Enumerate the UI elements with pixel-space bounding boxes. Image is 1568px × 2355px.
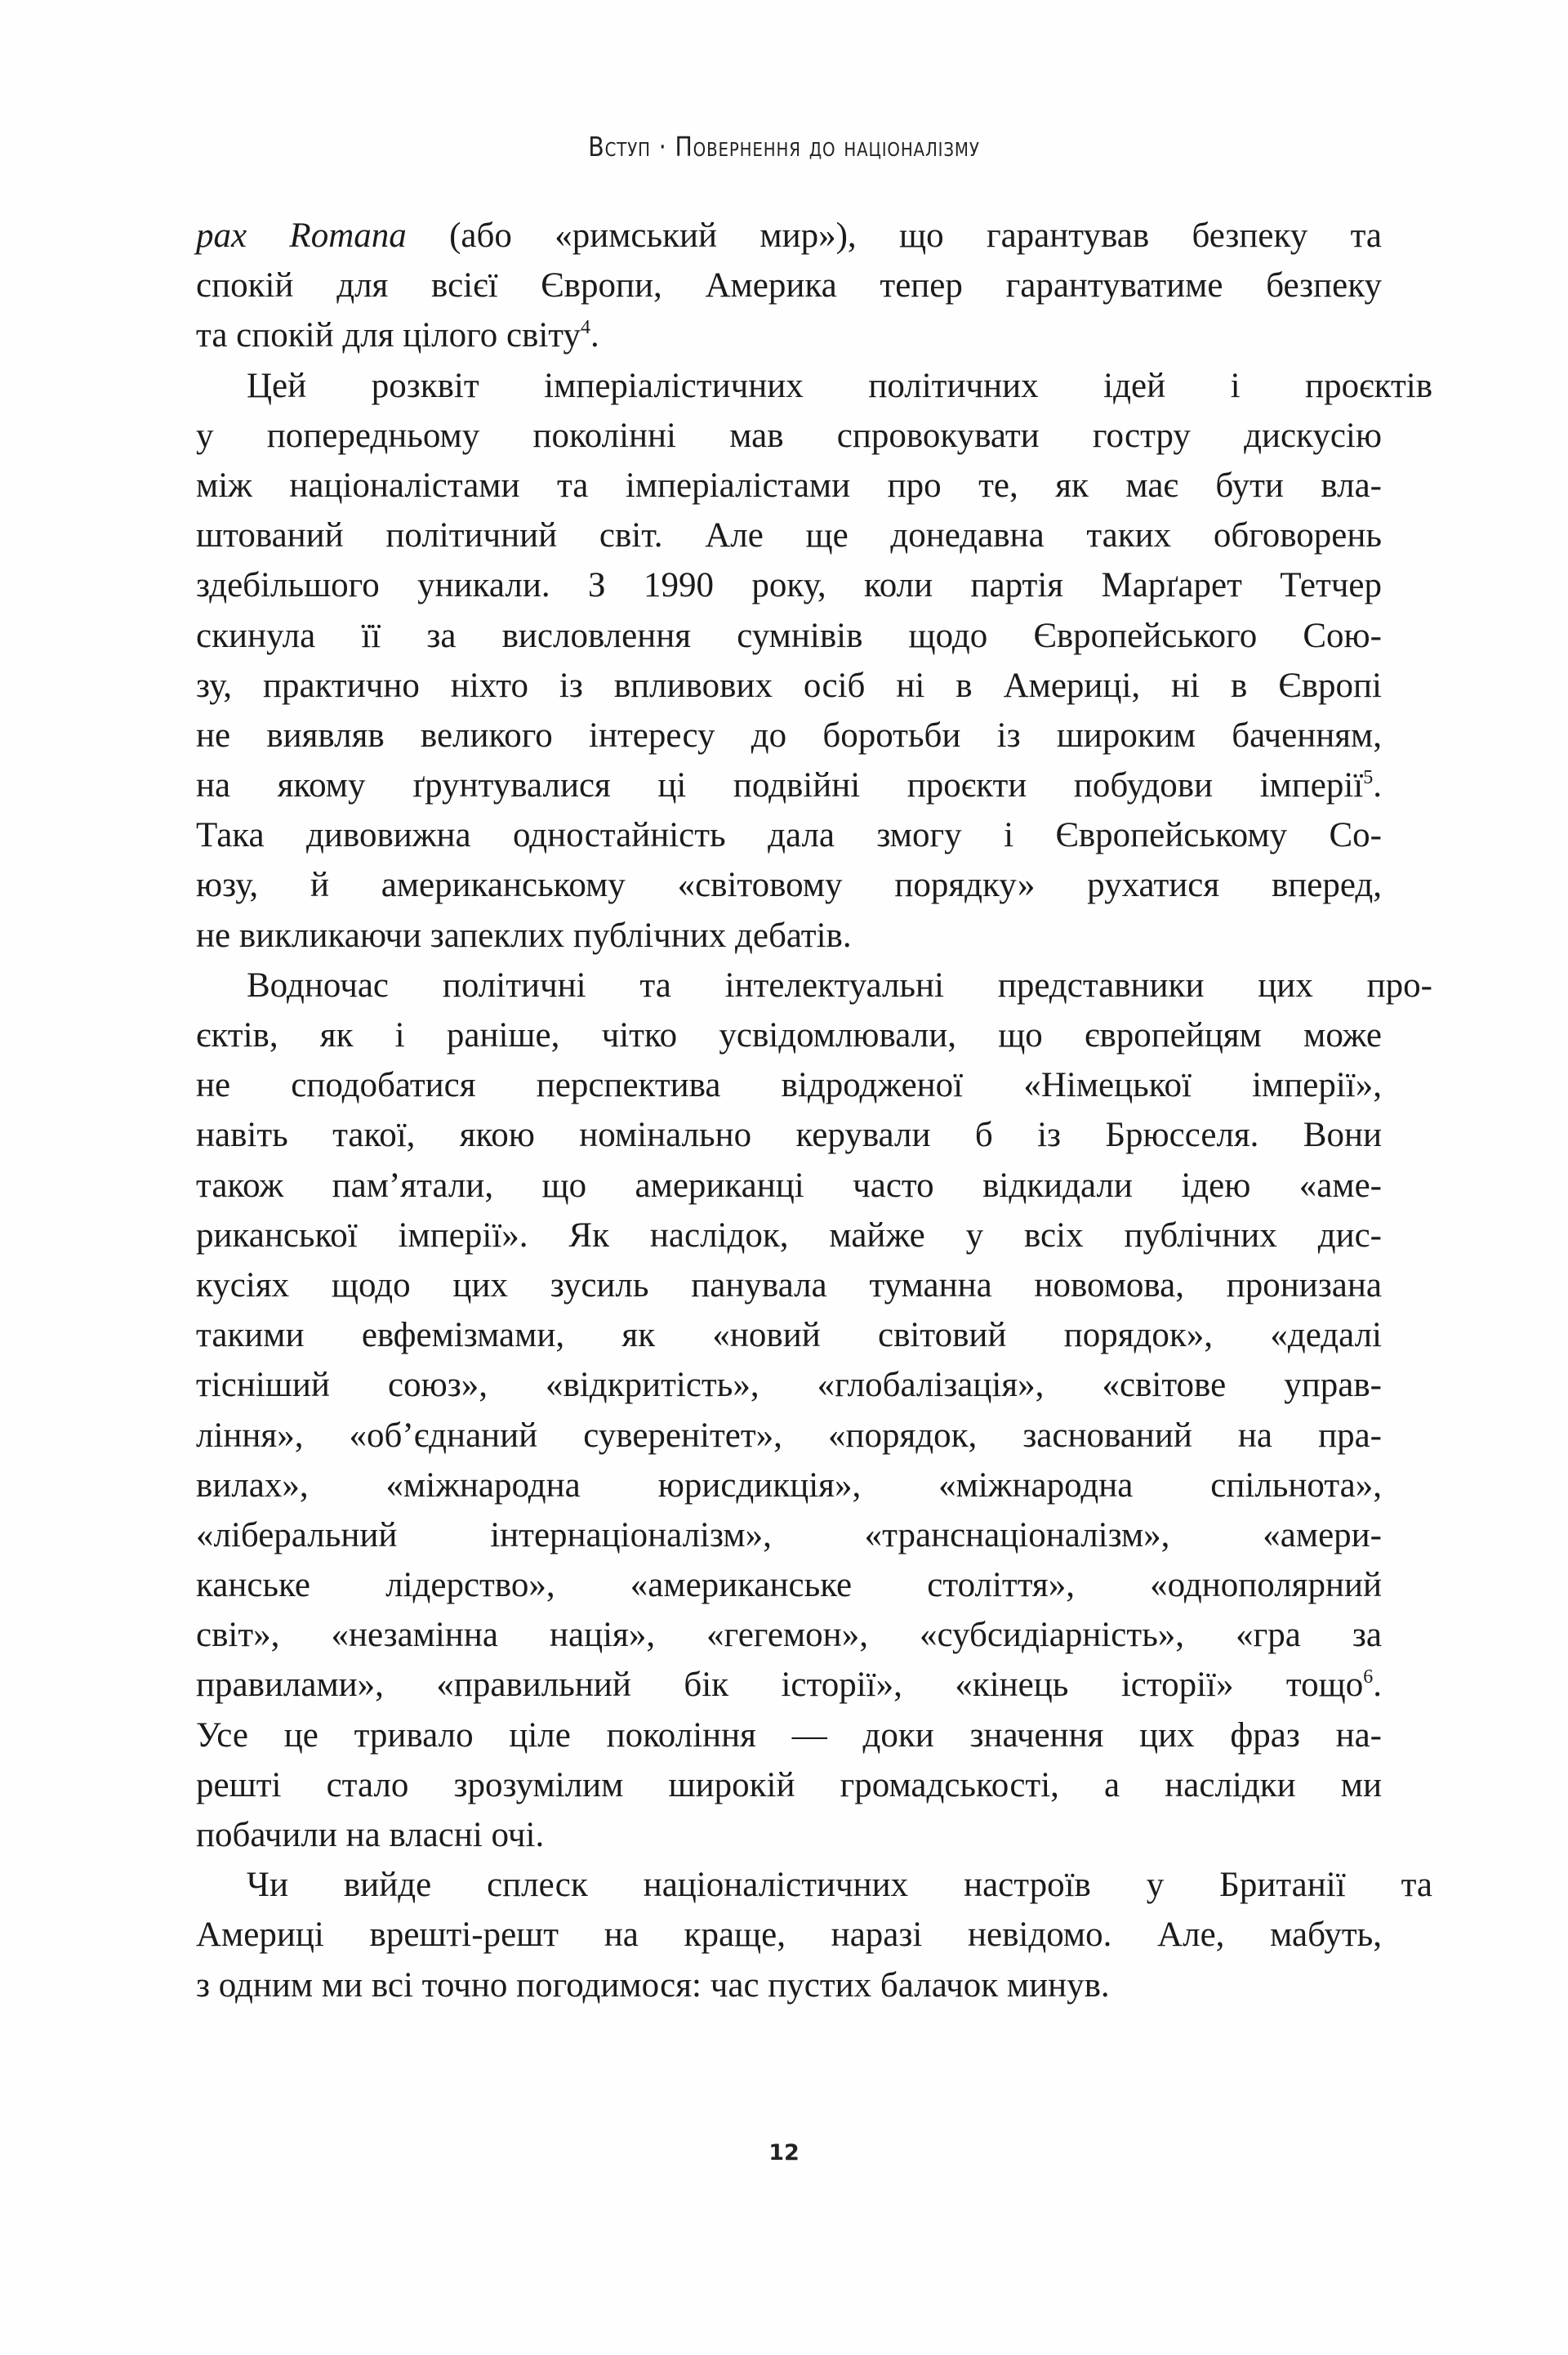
text-line: Цей розквіт імперіалістичних політичних ідей і проєктів: [247, 366, 1432, 405]
text-line: Америці врешті-решт на краще, наразі невідомо. Але, мабуть,: [196, 1916, 1382, 1955]
text-line: кусіях щодо цих зусиль панувала туманна новомова, пронизана: [196, 1265, 1382, 1305]
text-line: з одним ми всі точно погодимося: час пустих балачок минув.: [196, 1965, 1110, 2005]
text-line: навіть такої, якою номінально керували б із Брюсселя. Вони: [196, 1116, 1382, 1155]
footnote-marker[interactable]: 4: [581, 317, 591, 339]
text-line: не сподобатися перспектива відродженої «Німецької імперії»,: [196, 1066, 1382, 1105]
text-line: Така дивовижна одностайність дала змогу і Європейському Со-: [196, 816, 1382, 855]
text-line: решті стало зрозумілим широкій громадськості, а наслідки ми: [196, 1765, 1382, 1804]
text-line: на якому ґрунтувалися ці подвійні проєкти побудови імперії$^5$.: [196, 766, 1382, 805]
text-line: «ліберальний інтернаціоналізм», «транснаціоналізм», «амери-: [196, 1515, 1382, 1554]
text-line: не викликаючи запеклих публічних дебатів.: [196, 916, 852, 955]
text-line: єктів, як і раніше, чітко усвідомлювали, що європейцям може: [196, 1016, 1382, 1055]
text-line: тісніший союз», «відкритість», «глобалізація», «світове управ-: [196, 1366, 1382, 1405]
text-line: канське лідерство», «американське століття», «однополярний: [196, 1566, 1382, 1605]
footnote-marker[interactable]: 5: [1363, 767, 1374, 789]
paragraph: [196, 961, 1432, 1860]
footnote-marker[interactable]: 6: [1363, 1666, 1374, 1688]
text-line: світ», «незамінна нація», «гегемон», «субсидіарність», «гра за: [196, 1616, 1382, 1655]
text-line: юзу, й американському «світовому порядку» рухатися вперед,: [196, 866, 1382, 905]
text-line: побачили на власні очі.: [196, 1816, 545, 1854]
text-line: штований політичний світ. Але ще донедавна таких обговорень: [196, 516, 1382, 555]
text-line: зу, практично ніхто із впливових осіб ні в Америці, ні в Європі: [196, 666, 1382, 705]
text-line: здебільшого уникали. З 1990 року, коли партія Марґарет Тетчер: [196, 566, 1382, 605]
text-line: скинула її за висловлення сумнівів щодо Європейського Сою-: [196, 616, 1382, 655]
text-line: Водночас політичні та інтелектуальні представники цих про-: [247, 966, 1432, 1005]
text-line: також пам’ятали, що американці часто відкидали ідею «аме-: [196, 1166, 1382, 1205]
text-line: pax Romana (або «римський мир»), що гарантував безпеку та: [196, 216, 1382, 255]
running-head: Вступ · Повернення до націоналізму: [588, 131, 980, 163]
text-line: Усе це тривало ціле покоління — доки значення цих фраз на-: [196, 1715, 1382, 1755]
text-line: риканської імперії». Як наслідок, майже у всіх публічних дис-: [196, 1215, 1382, 1255]
paragraph: [196, 361, 1432, 961]
text-line: у попередньому поколінні мав спровокувати гостру дискусію: [196, 416, 1382, 455]
italic-phrase: pax Romana: [196, 216, 407, 255]
text-line: такими евфемізмами, як «новий світовий порядок», «дедалі: [196, 1316, 1382, 1355]
paragraph: [196, 211, 1382, 361]
text-line: не виявляв великого інтересу до боротьби із широким баченням,: [196, 716, 1382, 755]
paragraph: [196, 1860, 1432, 2010]
text-line: та спокій для цілого світу$^4$.: [196, 316, 599, 355]
text-line: ління», «об’єднаний суверенітет», «порядок, заснований на пра-: [196, 1416, 1382, 1455]
page-number: 12: [768, 2140, 800, 2165]
body-text: [196, 211, 1432, 2010]
text-line: спокій для всієї Європи, Америка тепер гарантуватиме безпеку: [196, 266, 1382, 306]
text-line: правилами», «правильний бік історії», «кінець історії» тощо$^6$.: [196, 1666, 1382, 1705]
text-line: Чи вийде сплеск націоналістичних настроїв у Британії та: [247, 1866, 1432, 1905]
text-line: між націоналістами та імперіалістами про те, як має бути вла-: [196, 466, 1382, 505]
text-line: вилах», «міжнародна юрисдикція», «міжнародна спільнота»,: [196, 1465, 1382, 1505]
